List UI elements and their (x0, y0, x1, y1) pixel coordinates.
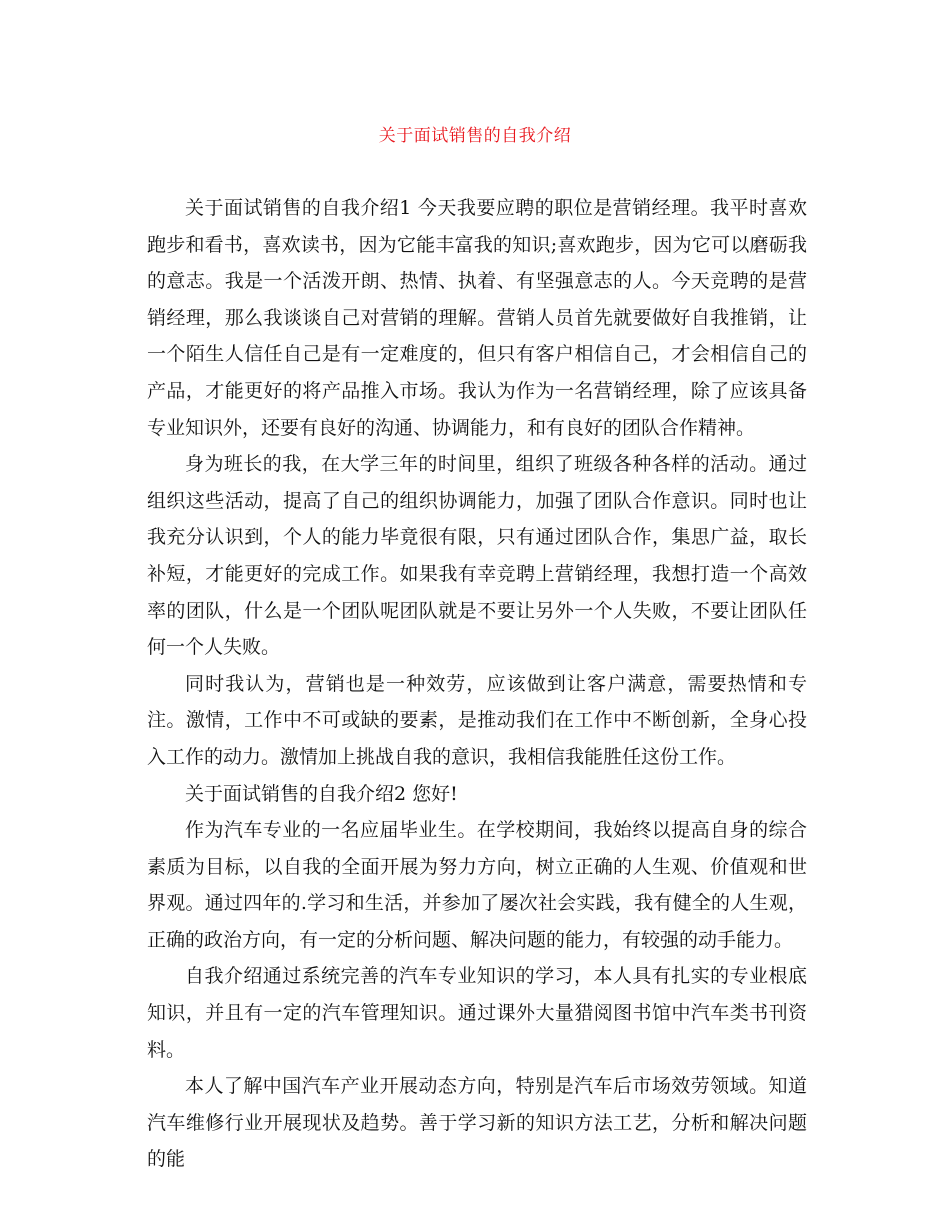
paragraph: 自我介绍通过系统完善的汽车专业知识的学习，本人具有扎实的专业根底知识，并且有一定的汽车管理知识。通过课外大量猎阅图书馆中汽车类书刊资料。 (147, 965, 807, 1061)
paragraph: 同时我认为，营销也是一种效劳，应该做到让客户满意，需要热情和专注。激情，工作中不可或缺的要素，是推动我们在工作中不断创新，全身心投入工作的动力。激情加上挑战自我的意识，我相信我能胜任这份工作。 (147, 672, 807, 768)
paragraph: 作为汽车专业的一名应届毕业生。在学校期间，我始终以提高自身的综合素质为目标，以自我的全面开展为努力方向，树立正确的人生观、价值观和世界观。通过四年的.学习和生活，并参加了屡次社会实践，我有健全的人生观，正确的政治方向，有一定的分析问题、解决问题的能力，有较强的动手能力。 (147, 819, 807, 951)
paragraph: 身为班长的我，在大学三年的时间里，组织了班级各种各样的活动。通过组织这些活动，提高了自己的组织协调能力，加强了团队合作意识。同时也让我充分认识到，个人的能力毕竟很有限，只有通过团队合作，集思广益，取长补短，才能更好的完成工作。如果我有幸竞聘上营销经理，我想打造一个高效率的团队，什么是一个团队呢团队就是不要让另外一个人失败，不要让团队任何一个人失败。 (147, 453, 807, 659)
paragraph: 关于面试销售的自我介绍1 今天我要应聘的职位是营销经理。我平时喜欢跑步和看书，喜欢读书，因为它能丰富我的知识;喜欢跑步，因为它可以磨砺我的意志。我是一个活泼开朗、热情、执着、有坚强意志的人。今天竞聘的是营销经理，那么我谈谈自己对营销的理解。营销人员首先就要做好自我推销，让一个陌生人信任自己是有一定难度的，但只有客户相信自己，才会相信自己的产品，才能更好的将产品推入市场。我认为作为一名营销经理，除了应该具备专业知识外，还要有良好的沟通、协调能力，和有良好的团队合作精神。 (147, 197, 807, 439)
document-body (147, 190, 807, 1178)
document-title: 关于面试销售的自我介绍 (378, 126, 572, 146)
paragraph: 关于面试销售的自我介绍2 您好! (185, 782, 458, 805)
paragraph: 本人了解中国汽车产业开展动态方向，特别是汽车后市场效劳领域。知道汽车维修行业开展现状及趋势。善于学习新的知识方法工艺，分析和解决问题的能 (147, 1075, 807, 1171)
